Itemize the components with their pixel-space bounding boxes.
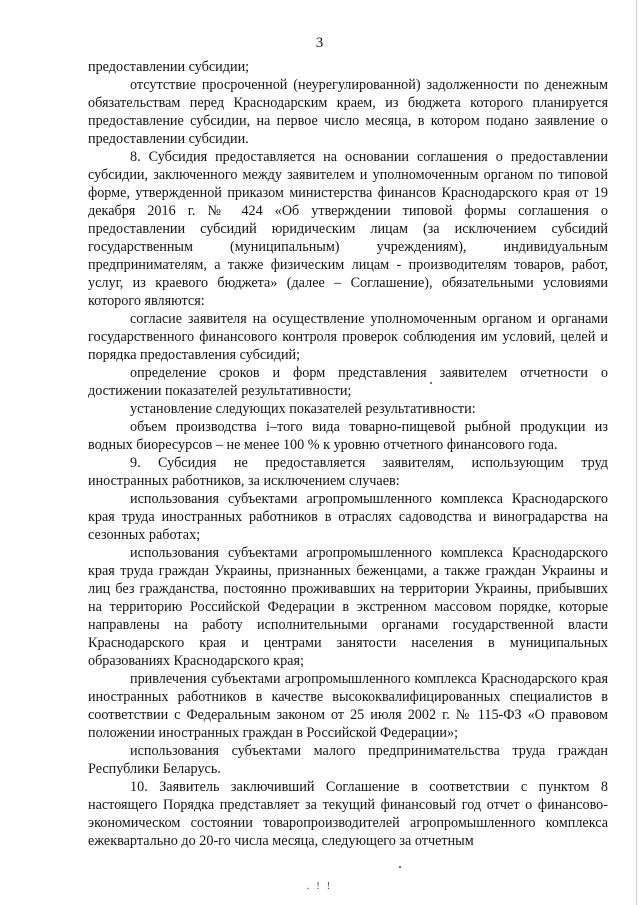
paragraph-specialists-exception: привлечения субъектами агропромышленного комплекса Краснодарского края иностранных работников в качестве высококвалифицированных специалистов в соответствии с Федеральным законом от 25 июля 2002 г. № 115-ФЗ «О правовом положении иностранных граждан в Российской Федерации»; xyxy=(88,671,608,741)
scan-speck xyxy=(430,382,432,384)
scan-edge-line xyxy=(636,0,637,905)
paragraph-clause-9: 9. Субсидия не предоставляется заявителям, использующим труд иностранных работников, за исключением случаев: xyxy=(88,455,608,489)
paragraph-reporting-terms: определение сроков и форм представления заявителем отчетности о достижении показателей результативности; xyxy=(88,365,608,399)
paragraph-continuation: предоставлении субсидии; xyxy=(88,59,250,75)
paragraph-clause-8: 8. Субсидия предоставляется на основании соглашения о предоставлении субсидии, заключенного между заявителем и уполномоченным органом по типовой форме, утвержденной приказом министерства финансов Краснодарского края от 19 декабря 2016 г. № 424 «Об утверждении типовой формы соглашения о предоставлении субсидий юридическим лицам (за исключением субсидий государственным (муниципальным) учреждениям), индивидуальным предпринимателям, а также физическим лицам - производителям товаров, работ, услуг, из краевого бюджета» (далее – Соглашение), обязательными условиями которого являются: xyxy=(88,149,608,309)
paragraph-seasonal-work-exception: использования субъектами агропромышленного комплекса Краснодарского края труда иностранных работников в отраслях садоводства и виноградарства на сезонных работах; xyxy=(88,491,608,543)
paragraph-belarus-exception: использования субъектами малого предпринимательства труда граждан Республики Беларусь. xyxy=(88,743,608,777)
document-body xyxy=(88,58,608,850)
paragraph-consent-to-audit: согласие заявителя на осуществление уполномоченным органом и органами государственного финансового контроля проверок соблюдения им условий, целей и порядка предоставления субсидий; xyxy=(88,311,608,363)
scan-speck xyxy=(399,866,401,868)
paragraph-refugees-exception: использования субъектами агропромышленного комплекса Краснодарского края труда граждан Украины, признанных беженцами, а также граждан Украины и лиц без гражданства, постоянно проживавших на территории Украины, прибывших на территорию Российской Федерации в экстренном массовом порядке, которые направлены на работу исполнительными органами государственной власти Краснодарского края и центрами занятости населения в муниципальных образованиях Краснодарского края; xyxy=(88,545,608,669)
page-number: 3 xyxy=(315,35,324,51)
paragraph-performance-indicators: установление следующих показателей результативности: xyxy=(130,401,476,417)
paragraph-production-volume: объем производства i–того вида товарно-пищевой рыбной продукции из водных биоресурсов – не менее 100 % к уровню отчетного финансового года. xyxy=(88,419,608,453)
paragraph-clause-10: 10. Заявитель заключивший Соглашение в соответствии с пунктом 8 настоящего Порядка представляет за текущий финансовый год отчет о финансово-экономическом состоянии товаропроизводителей агропромышленного комплекса ежеквартально до 20-го числа месяца, следующего за отчетным xyxy=(88,779,608,849)
paragraph-no-debt-condition: отсутствие просроченной (неурегулированной) задолженности по денежным обязательствам перед Краснодарским краем, из бюджета которого планируется предоставление субсидии, на первое число месяца, в котором подано заявление о предоставлении субсидии. xyxy=(88,77,608,147)
footer-scan-marks: . ! ! xyxy=(306,880,333,892)
